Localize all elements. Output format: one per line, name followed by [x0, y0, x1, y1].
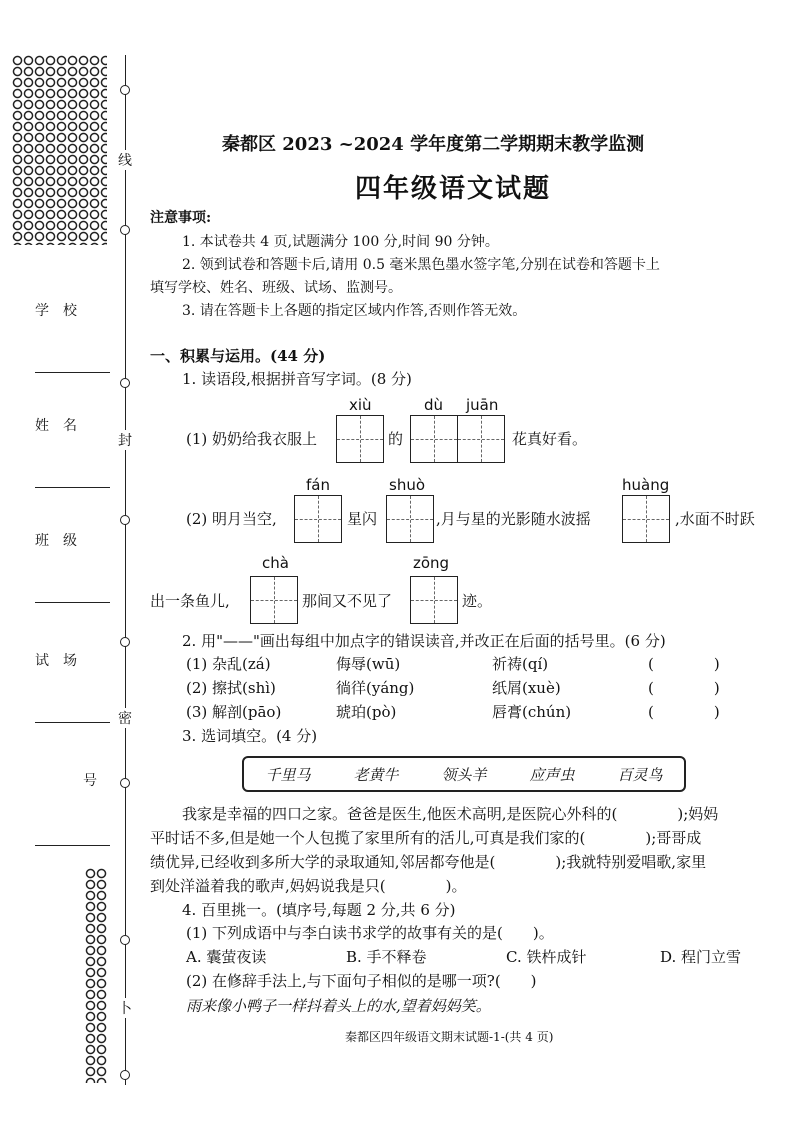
- word-option: 千里马: [265, 765, 311, 784]
- word-bank: [242, 756, 686, 792]
- school-field[interactable]: [35, 290, 110, 373]
- q3-passage-line: 绩优异,已经收到多所大学的录取通知,邻居都夸他是( );我就特别爱唱歌,家里: [150, 853, 707, 871]
- section-heading: 一、积累与运用。(44 分): [150, 347, 326, 365]
- q2-word: 纸屑(xuè): [492, 679, 561, 697]
- q1-line3-text: 出一条鱼儿,: [150, 592, 230, 610]
- name-field[interactable]: [35, 405, 110, 488]
- pinyin-juan: juān: [466, 396, 499, 414]
- q2-word: 祈祷(qí): [492, 655, 549, 673]
- class-field[interactable]: [35, 520, 110, 603]
- binding-ring: [120, 225, 130, 235]
- binding-line: [125, 55, 126, 1085]
- binding-ring: [120, 515, 130, 525]
- writing-grid-1[interactable]: [336, 415, 384, 463]
- school-label: 学 校: [35, 303, 77, 319]
- q2-word: 琥珀(pò): [336, 703, 397, 721]
- q2-answer-blank[interactable]: ( ): [648, 655, 720, 673]
- q1-line1-text: (1) 奶奶给我衣服上: [186, 430, 318, 448]
- binding-ring: [120, 935, 130, 945]
- q1-line2-text: ,水面不时跃: [675, 510, 755, 528]
- writing-grid-6[interactable]: [250, 576, 298, 624]
- paper-title: 四年级语文试题: [355, 174, 552, 204]
- notice-item-1: 1. 本试卷共 4 页,试题满分 100 分,时间 90 分钟。: [182, 234, 499, 250]
- q1-line2-text: (2) 明月当空,: [186, 510, 277, 528]
- binding-ring: [120, 85, 130, 95]
- binding-char: 卜: [118, 998, 132, 1018]
- binding-ring: [120, 378, 130, 388]
- binding-ring: [120, 637, 130, 647]
- binding-char: 封: [118, 430, 132, 450]
- binding-hole-pattern: [12, 55, 107, 245]
- q1-line1-text: 花真好看。: [512, 430, 588, 448]
- q2-answer-blank[interactable]: ( ): [648, 703, 720, 721]
- q2-word: 唇膏(chún): [492, 703, 572, 721]
- page-footer: 秦都区四年级语文期末试题-1-(共 4 页): [345, 1030, 554, 1044]
- word-option: 领头羊: [441, 765, 487, 784]
- choice-d[interactable]: D. 程门立雪: [660, 948, 742, 966]
- word-option: 老黄牛: [353, 765, 399, 784]
- writing-grid-2[interactable]: [410, 415, 505, 463]
- pinyin-shuo: shuò: [389, 476, 426, 494]
- binding-char: 密: [118, 708, 132, 728]
- q3-passage-line: 到处洋溢着我的歌声,妈妈说我是只( )。: [150, 877, 467, 895]
- pinyin-huang: huàng: [622, 476, 670, 494]
- notice-label: 注意事项:: [150, 210, 212, 226]
- q4-sentence: 雨来像小鸭子一样抖着头上的水,望着妈妈笑。: [186, 997, 491, 1015]
- notice-item-3: 3. 请在答题卡上各题的指定区域内作答,否则作答无效。: [182, 303, 527, 319]
- pinyin-fan: fán: [306, 476, 330, 494]
- writing-grid-7[interactable]: [410, 576, 458, 624]
- exam-number-field[interactable]: [35, 765, 110, 846]
- q3-prompt: 3. 选词填空。(4 分): [182, 727, 318, 745]
- binding-ring: [120, 1070, 130, 1080]
- choice-c[interactable]: C. 铁杵成针: [506, 948, 587, 966]
- exam-number-label: 号: [83, 773, 97, 789]
- q4-prompt: 4. 百里挑一。(填序号,每题 2 分,共 6 分): [182, 901, 456, 919]
- q1-line2-text: 星闪: [347, 510, 378, 528]
- q3-passage-line: 我家是幸福的四口之家。爸爸是医生,他医术高明,是医院心外科的( );妈妈: [182, 805, 719, 823]
- q2-word: 徜徉(yáng): [336, 679, 415, 697]
- q2-word: (1) 杂乱(zá): [186, 655, 271, 673]
- q2-prompt: 2. 用"——"画出每组中加点字的错误读音,并改正在后面的括号里。(6 分): [182, 632, 666, 650]
- q2-word: 侮辱(wū): [336, 655, 401, 673]
- pinyin-cha: chà: [262, 554, 289, 572]
- writing-grid-4[interactable]: [386, 495, 434, 543]
- choice-b[interactable]: B. 手不释卷: [346, 948, 427, 966]
- binding-hole-pattern-lower: [85, 868, 107, 1083]
- q2-answer-blank[interactable]: ( ): [648, 679, 720, 697]
- notice-item-2: 2. 领到试卷和答题卡后,请用 0.5 毫米黑色墨水签字笔,分别在试卷和答题卡上: [182, 257, 660, 273]
- exam-title: 秦都区 2023 ~2024 学年度第二学期期末教学监测: [222, 134, 645, 155]
- notice-item-2-cont: 填写学校、姓名、班级、试场、监测号。: [150, 280, 402, 296]
- q1-line1-text: 的: [388, 430, 404, 448]
- q1-line3-text: 迹。: [462, 592, 493, 610]
- q2-word: (3) 解剖(pāo): [186, 703, 282, 721]
- word-option: 百灵鸟: [617, 765, 663, 784]
- pinyin-xiu: xiù: [349, 396, 372, 414]
- q1-prompt: 1. 读语段,根据拼音写字词。(8 分): [182, 370, 412, 388]
- writing-grid-3[interactable]: [294, 495, 342, 543]
- class-label: 班 级: [35, 533, 77, 549]
- pinyin-du: dù: [424, 396, 444, 414]
- binding-char: 线: [118, 150, 132, 170]
- word-option: 应声虫: [529, 765, 575, 784]
- q4-sub1: (1) 下列成语中与李白读书求学的故事有关的是( )。: [186, 924, 554, 942]
- q1-line2-text: ,月与星的光影随水波摇: [436, 510, 591, 528]
- binding-ring: [120, 778, 130, 788]
- exam-room-field[interactable]: [35, 640, 110, 723]
- name-label: 姓 名: [35, 418, 77, 434]
- pinyin-zong: zōng: [413, 554, 450, 572]
- q1-line3-text: 那间又不见了: [302, 592, 393, 610]
- q3-passage-line: 平时话不多,但是她一个人包揽了家里所有的活儿,可真是我们家的( );哥哥成: [150, 829, 702, 847]
- q4-sub2: (2) 在修辞手法上,与下面句子相似的是哪一项?( ): [186, 972, 537, 990]
- exam-room-label: 试 场: [35, 653, 77, 669]
- choice-a[interactable]: A. 囊萤夜读: [186, 948, 267, 966]
- writing-grid-5[interactable]: [622, 495, 670, 543]
- q2-word: (2) 擦拭(shì): [186, 679, 276, 697]
